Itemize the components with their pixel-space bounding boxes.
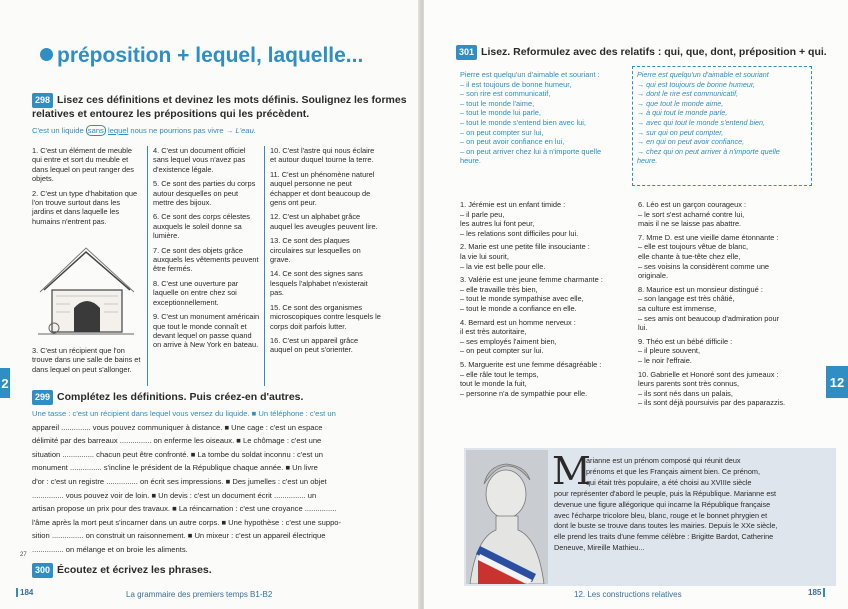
definitions-col-1b: 3. C'est un récipient que l'on trouve dans une salle de bains et dans lequel on peut s'allonger. bbox=[32, 346, 141, 374]
drop-cap: M bbox=[552, 449, 591, 493]
chapter-footer: 12. Les constructions relatives bbox=[574, 590, 682, 599]
exercise-items-right: 6. Léo est un garçon courageux : – le sort s'est acharné contre lui, mais il ne se laisse pas abattre. 7. Mme D. est une vieille dame étonnante : – elle est toujours vêtue de blanc, elle chante à tue-tête chez elle, – ses voisins la considèrent comme une originale. 8. Maurice est un monsieur distingué : – son langage est très châtié, sa culture est immense, – ses amis ont beaucoup d'admiration pour lui. 9. Théo est un bébé difficile : – il pleure souvent, – le noir l'effraie. 10. Gabrielle et Honoré sont des jumeaux : leurs parents sont très connus, – ils sont nés dans un palais, – ils sont déjà poursuivis par des paparazzis. bbox=[638, 200, 786, 408]
left-page bbox=[0, 0, 420, 609]
example-answers: Pierre est quelqu'un d'aimable et souriant → qui est toujours de bonne humeur, → dont le rire est communicatif, → que tout le monde aime, → à qui tout le monde parle, → avec qui tout le monde s'entend bien, → sur qui on peut compter, → en qui on peut avoir confiance, → chez qui on peut arriver à n'importe quelle heure. bbox=[637, 70, 780, 166]
page-title: préposition + lequel, laquelle... bbox=[40, 44, 363, 68]
exercise-number: 298 bbox=[32, 93, 53, 108]
exercise-number: 300 bbox=[32, 563, 53, 578]
page-number: 184 bbox=[16, 588, 33, 597]
definitions-col-2: 4. C'est un document officiel sans lequel vous n'avez pas d'existence légale. 5. Ce sont des parties du corps autour desquelles on peut mettre des bijoux. 6. Ce sont des corps célestes auxquels le soleil donne sa lumière. 7. Ce sont des objets grâce auxquels les vêtements peuvent être fermés. 8. C'est une ouverture par laquelle on entre chez soi exceptionnellement. 9. C'est un monument américain que tout le monde connaît et devant lequel on passe quand on arrive à New York en bateau. bbox=[153, 146, 260, 350]
example-statements: Pierre est quelqu'un d'aimable et souriant : – il est toujours de bonne humeur, – son rire est communicatif, – tout le monde l'aime, – tout le monde lui parle, – tout le monde s'entend bien avec lui, – on peut compter sur lui, – on peut avoir confiance en lui, – on peut arriver chez lui à n'importe quelle heure. bbox=[460, 70, 602, 166]
column-divider bbox=[147, 146, 148, 386]
exercise-300-instruction: 300 Écoutez et écrivez les phrases. bbox=[32, 563, 212, 578]
exercise-299-text: Une tasse : c'est un récipient dans lequel vous versez du liquide. ■ Un téléphone : c'est un appareil .............. vous pouvez communiquer à distance. ■ Une cage : c'est un espace délimité par des barreaux ............... on enferme les oiseaux. ■ Le chômage : c'est une situation ............... chacun peut être confronté. ■ La tombe du soldat inconnu : c'est un monument ............... s'incline le président de la République chaque année. ■ Un livre d'or : c'est un registre ............... on écrit ses impressions. ■ Des jumelles : c'est un objet ............... vous pouvez voir de loin. ■ Un devis : c'est un document écrit ............... un artisan propose un prix pour des travaux. ■ La réincarnation : c'est une croyance ............... l'âme après la mort peut s'incarner dans un autre corps. ■ Une hypothèse : c'est une suppo- sition ............... on construit un raisonnement. ■ Un mixeur : c'est un appareil électrique ............... on mélange et on broie les aliments. bbox=[32, 409, 342, 554]
exercise-number: 299 bbox=[32, 390, 53, 405]
exercise-301-instruction: 301 Lisez. Reformulez avec des relatifs : qui, que, dont, préposition + qui. bbox=[456, 45, 827, 60]
marianne-bust-image bbox=[466, 450, 548, 584]
exercise-number: 301 bbox=[456, 45, 477, 60]
exercise-298-instruction: 298 Lisez ces définitions et devinez les mots définis. Soulignez les formes relatives et entourez les prépositions qui les précèdent. bbox=[32, 94, 407, 120]
kennel-illustration bbox=[36, 246, 136, 342]
exercise-299-instruction: 299 Complétez les définitions. Puis créez-en d'autres. bbox=[32, 390, 303, 405]
chapter-tab: 12 bbox=[826, 366, 848, 398]
marianne-text-body: pour représenter d'abord le peuple, puis la République. Marianne est devenue une figure allégorique qui incarne la République française avec l'écharpe tricolore bleu, blanc, rouge et le bonnet phrygien et dont le buste se trouve dans toutes les mairies. Depuis le XXe siècle, elle prend les traits d'une femme célèbre : Brigitte Bardot, Catherine Deneuve, Mireille Mathieu... bbox=[554, 489, 778, 552]
column-divider bbox=[264, 146, 265, 386]
book-title-footer: La grammaire des premiers temps B1-B2 bbox=[126, 590, 273, 599]
definitions-col-1: 1. C'est un élément de meuble qui entre et sort du meuble et dans lequel on peut ranger des objets. 2. C'est un type d'habitation que l'on trouve surtout dans les jardins et dans laquelle les humains n'entrent pas. bbox=[32, 146, 138, 226]
chapter-tab: 2 bbox=[0, 368, 10, 398]
bullet-dot bbox=[40, 48, 53, 61]
marianne-text-top: arianne est un prénom composé qui réunit deux prénoms et que les Français aiment bien. Ce prénom, qui était très populaire, a été choisi au XVIIIe siècle bbox=[586, 456, 760, 487]
definitions-col-3: 10. C'est l'astre qui nous éclaire et autour duquel tourne la terre. 11. C'est un phénomène naturel auquel personne ne peut échapper et dont beaucoup de gens ont peur. 12. C'est un alphabet grâce auquel les aveugles peuvent lire. 13. Ce sont des plaques circulaires sur lesquelles on grave. 14. Ce sont des signes sans lesquels l'alphabet n'existerait pas. 15. Ce sont des organismes microscopiques contre lesquels le corps doit parfois lutter. 16. C'est un appareil grâce auquel on peut s'orienter. bbox=[270, 146, 381, 355]
right-page bbox=[424, 0, 848, 609]
exercise-298-example: C'est un liquide sans lequel nous ne pourrions pas vivre → L'eau. bbox=[32, 126, 256, 135]
page-number: 185 bbox=[808, 588, 825, 597]
audio-track-number: 27 bbox=[20, 552, 27, 558]
exercise-items-left: 1. Jérémie est un enfant timide : – il parle peu, les autres lui font peur, – les relations sont difficiles pour lui. 2. Marie est une petite fille insouciante : la vie lui sourit, – la vie est belle pour elle. 3. Valérie est une jeune femme charmante : – elle travaille très bien, – tout le monde sympathise avec elle, – tout le monde a confiance en elle. 4. Bernard est un homme nerveux : il est très autoritaire, – ses employés l'aiment bien, – on peut compter sur lui. 5. Marguerite est une femme désagréable : – elle râle tout le temps, tout le monde la fuit, – personne n'a de sympathie pour elle. bbox=[460, 200, 603, 398]
